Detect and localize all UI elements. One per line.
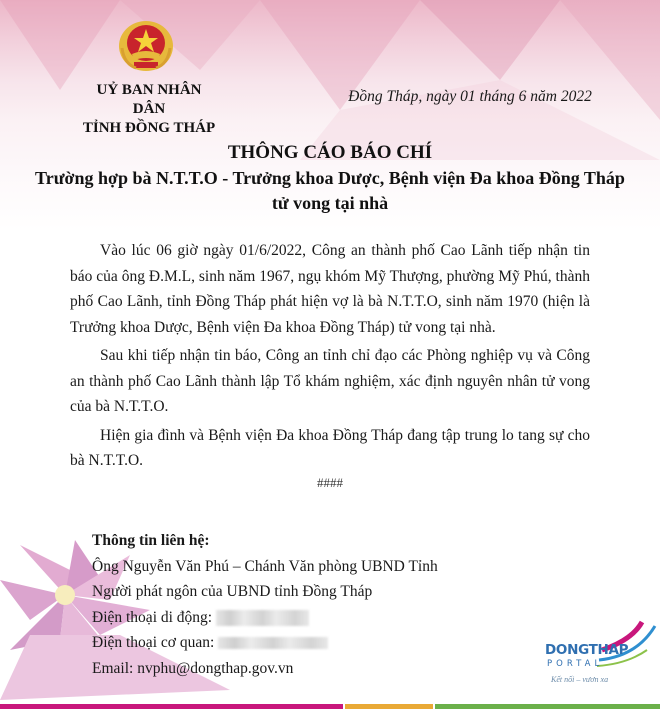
paragraph-2: Sau khi tiếp nhận tin báo, Công an tỉnh chỉ đạo các Phòng nghiệp vụ và Công an thành phố Cao Lãnh thành lập Tổ khám nghiệm, xác định nguyên nhân tử vong của bà N.T.T.O. — [70, 347, 590, 415]
dateline: Đồng Tháp, ngày 01 tháng 6 năm 2022 — [348, 88, 592, 105]
press-release-body — [70, 238, 590, 477]
contact-heading: Thông tin liên hệ: — [92, 532, 210, 549]
dongthap-portal-logo — [545, 620, 655, 698]
footer-bar-magenta — [0, 704, 343, 709]
title-main: THÔNG CÁO BÁO CHÍ — [227, 142, 433, 163]
footer-bar-orange — [345, 704, 433, 709]
footer-bar-green — [435, 704, 660, 709]
issuing-organization — [79, 81, 219, 138]
contact-office-phone — [92, 630, 472, 656]
office-phone-label: Điện thoại cơ quan: — [92, 634, 215, 651]
redacted-mobile-number — [216, 610, 309, 626]
logo-word-portal: PORTAL — [547, 659, 604, 669]
contact-email: Email: nvphu@dongthap.gov.vn — [92, 659, 294, 677]
paragraph-3: Hiện gia đình và Bệnh viện Đa khoa Đồng Tháp đang tập trung lo tang sự cho bà N.T.T.O. — [70, 426, 590, 469]
logo-slogan: Kết nối – vươn xa — [551, 675, 609, 684]
paragraph-1: Vào lúc 06 giờ ngày 01/6/2022, Công an thành phố Cao Lãnh tiếp nhận tin báo của ông Đ.M.L, sinh năm 1967, ngụ khóm Mỹ Thượng, phường Mỹ Phú, thành phố Cao Lãnh, tỉnh Đồng Tháp phát hiện vợ là bà N.T.T.O, sinh năm 1970 (hiện là Trưởng khoa Dược, Bệnh viện Đa khoa Đồng Tháp) tử vong tại nhà. — [70, 242, 590, 336]
national-emblem-icon — [114, 18, 178, 76]
contact-name: Ông Nguyễn Văn Phú – Chánh Văn phòng UBND Tỉnh — [92, 557, 438, 575]
redacted-office-number — [218, 637, 328, 649]
contact-mobile — [92, 605, 472, 631]
contact-info — [92, 528, 472, 681]
logo-word-dongthap: DONGTHAP — [545, 642, 629, 658]
org-line-1: UỶ BAN NHÂN DÂN — [96, 82, 202, 117]
contact-role: Người phát ngôn của UBND tỉnh Đồng Tháp — [92, 583, 373, 600]
title-subtitle: Trường hợp bà N.T.T.O - Trưởng khoa Dược, Bệnh viện Đa khoa Đồng Tháp tử vong tại nhà — [35, 168, 625, 213]
org-line-2: TỈNH ĐỒNG THÁP — [82, 120, 216, 136]
mobile-label: Điện thoại di động: — [92, 608, 213, 626]
document-title — [0, 140, 660, 216]
end-separator: #### — [317, 475, 343, 490]
